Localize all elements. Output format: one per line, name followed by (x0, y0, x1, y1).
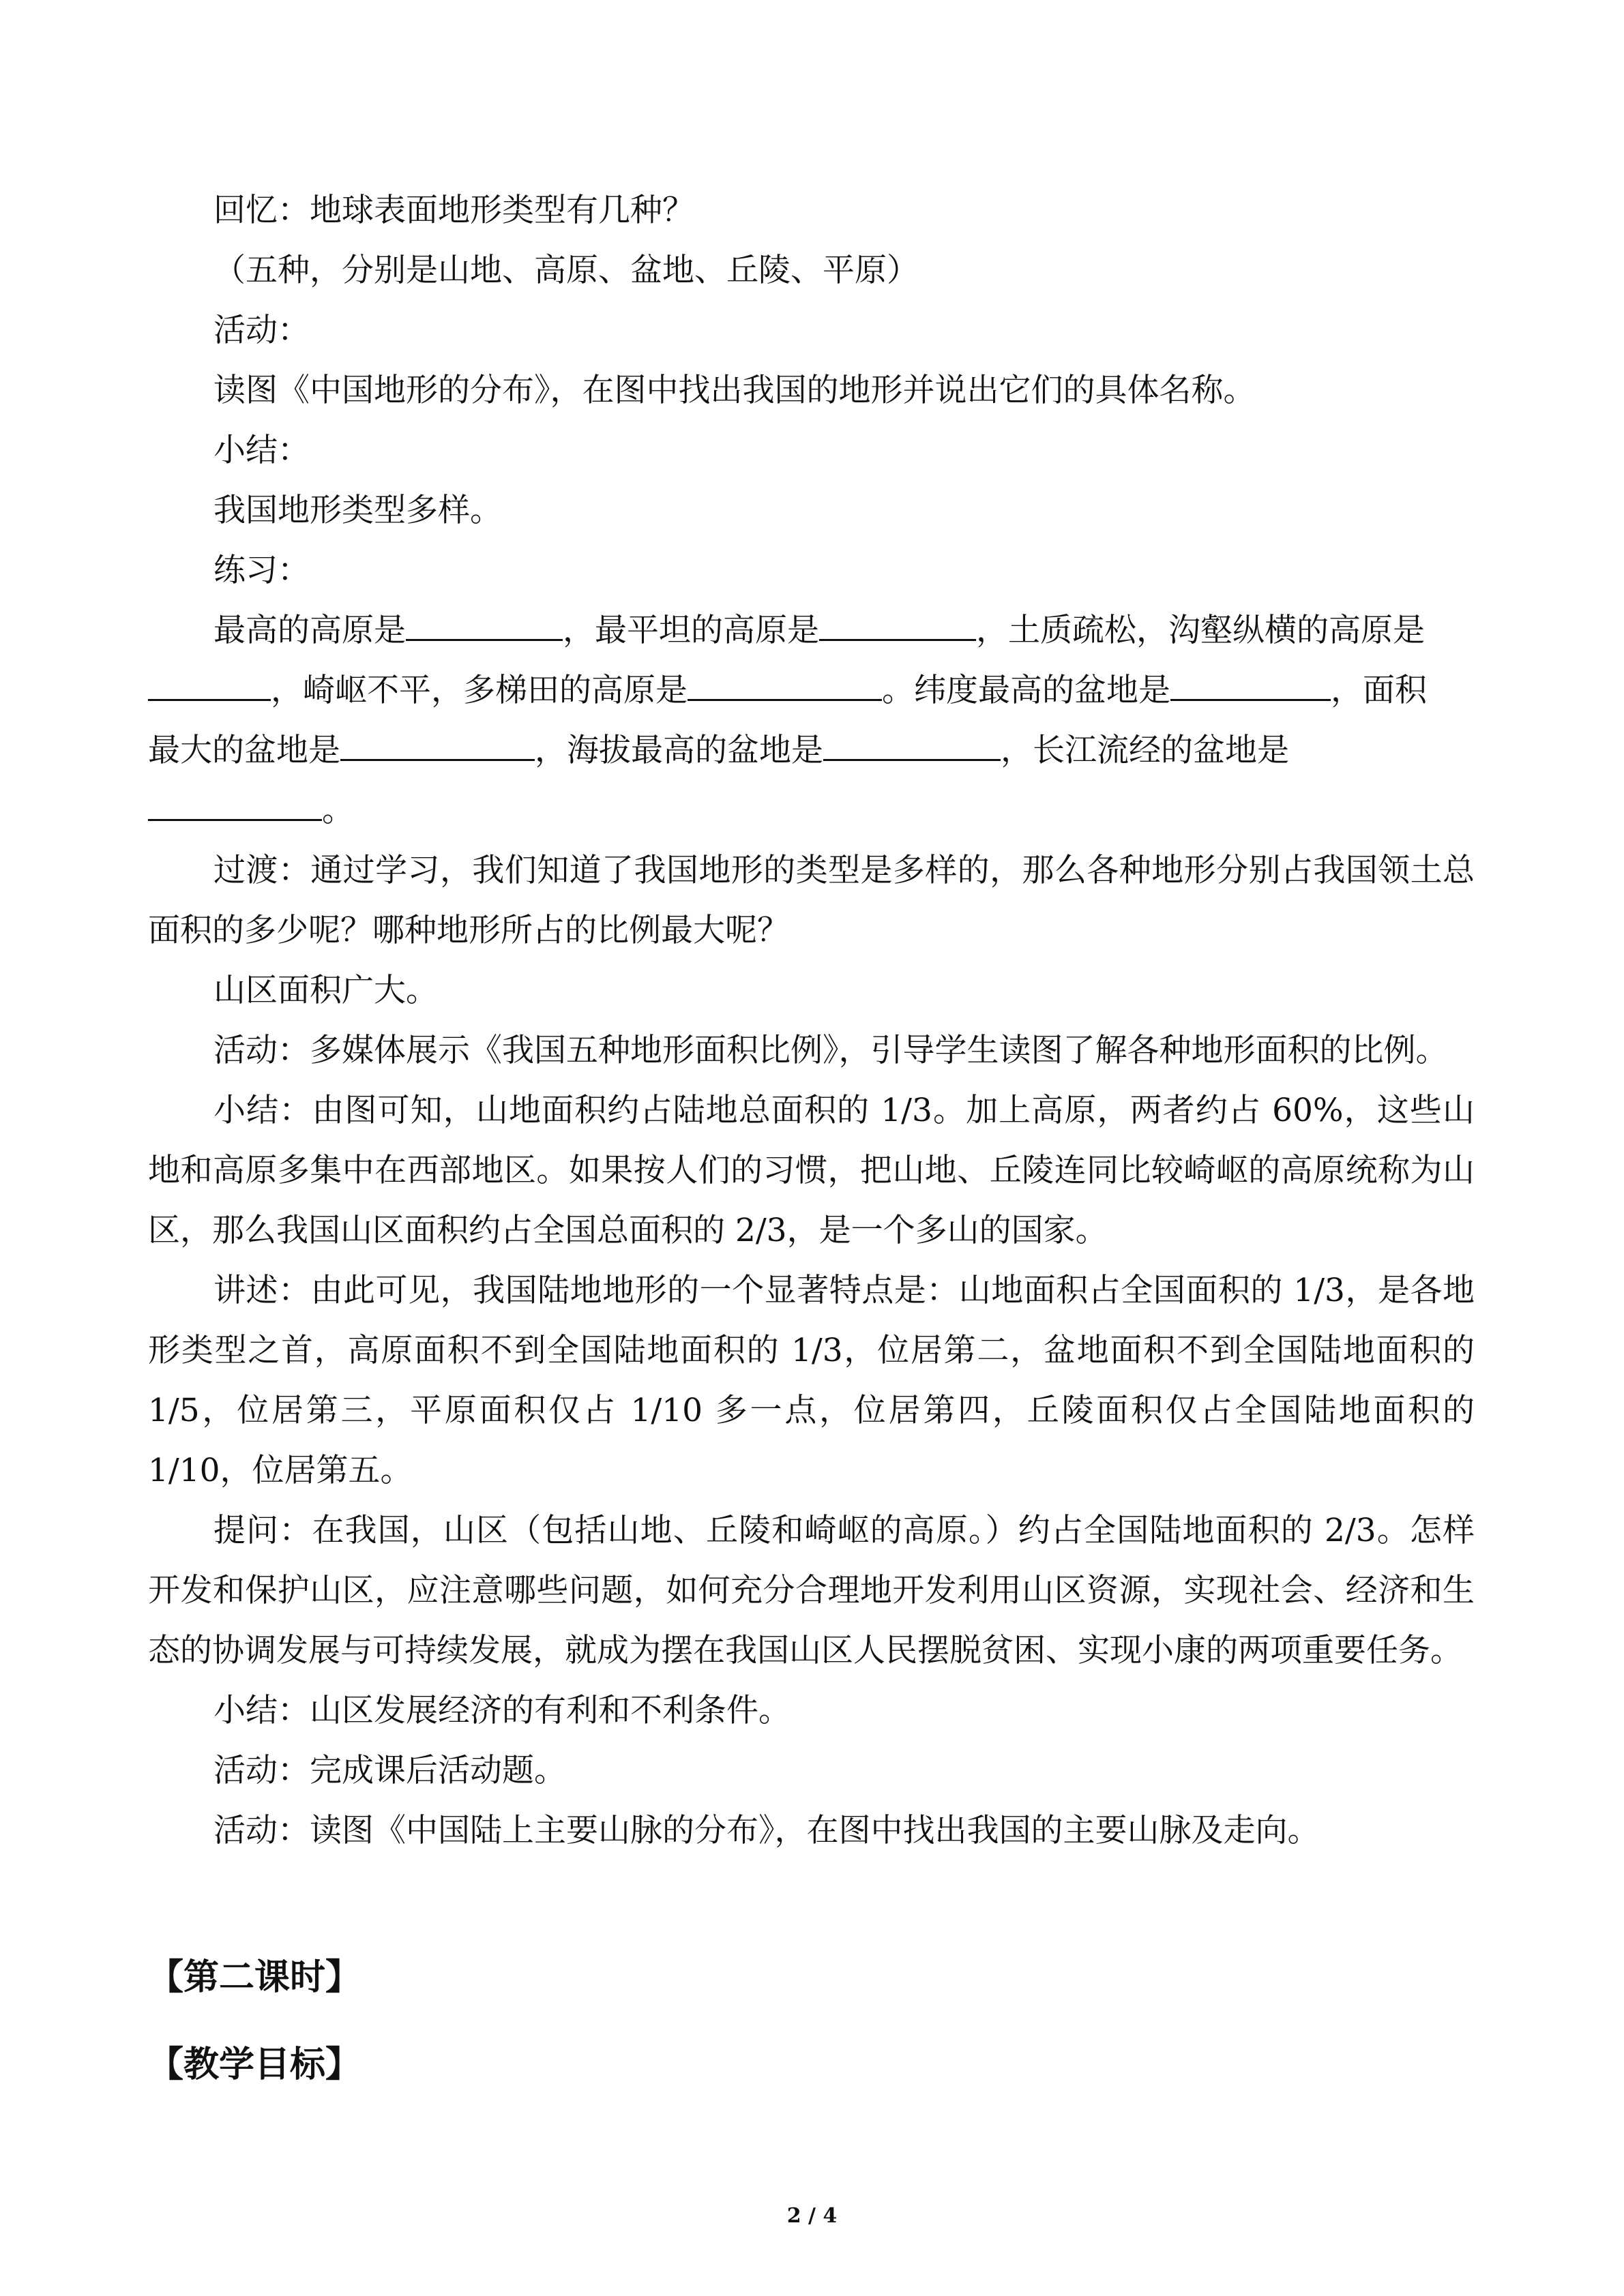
exercise-text: ，土质疏松，沟壑纵横的高原是 (976, 612, 1425, 649)
exercise-line-2 (148, 661, 1475, 721)
section-heading-objectives: 【教学目标】 (148, 2044, 361, 2085)
exercise-line-1 (148, 601, 1475, 661)
activity-homework: 活动：完成课后活动题。 (213, 1752, 566, 1789)
summary-text: 我国地形类型多样。 (213, 492, 502, 529)
activity-mountains: 活动：读图《中国陆上主要山脉的分布》，在图中找出我国的主要山脉及走向。 (213, 1812, 1320, 1849)
summary-paragraph: 小结：由图可知，山地面积约占陆地总面积的 1/3。加上高原，两者约占 60%，这些山地和高原多集中在西部地区。如果按人们的习惯，把山地、丘陵连同比较崎岖的高原统称为山区，那么我国山区面积约占全国总面积的 2/3，是一个多山的国家。 (148, 1092, 1475, 1249)
mountain-area-text: 山区面积广大。 (213, 972, 438, 1009)
recall-question: 回忆：地球表面地形类型有几种？ (213, 192, 694, 229)
fill-blank[interactable] (819, 612, 976, 641)
summary-label: 小结： (213, 432, 310, 469)
exercise-text: 最大的盆地是 (148, 732, 340, 769)
fill-blank[interactable] (688, 672, 882, 701)
exercise-text: 最高的高原是 (213, 612, 406, 649)
main-content (148, 181, 1475, 1861)
exercise-label: 练习： (213, 552, 310, 589)
activity-label: 活动： (213, 312, 310, 349)
fill-blank[interactable] (148, 672, 271, 701)
section-heading-lesson2: 【第二课时】 (148, 1957, 361, 1998)
narration-paragraph: 讲述：由此可见，我国陆地地形的一个显著特点是：山地面积占全国面积的 1/3，是各地形类型之首，高原面积不到全国陆地面积的 1/3，位居第二，盆地面积不到全国陆地面积的 1/5，位居第三，平原面积仅占 1/10 多一点，位居第四，丘陵面积仅占全国陆地面积的 1/10，位居第五。 (148, 1272, 1475, 1489)
fill-blank[interactable] (340, 732, 535, 761)
exercise-text: 。 (322, 792, 354, 829)
exercise-line-3 (148, 721, 1475, 781)
exercise-text: ，最平坦的高原是 (563, 612, 819, 649)
page-number: 2 / 4 (786, 2204, 838, 2228)
exercise-text: 。纬度最高的盆地是 (882, 672, 1170, 709)
fill-blank[interactable] (823, 732, 1001, 761)
fill-blank[interactable] (148, 792, 322, 821)
activity-text: 读图《中国地形的分布》，在图中找出我国的地形并说出它们的具体名称。 (213, 372, 1256, 409)
exercise-text: ，长江流经的盆地是 (1001, 732, 1289, 769)
fill-blank[interactable] (1170, 672, 1331, 701)
recall-answer: （五种，分别是山地、高原、盆地、丘陵、平原） (213, 252, 919, 289)
activity-multimedia: 活动：多媒体展示《我国五种地形面积比例》，引导学生读图了解各种地形面积的比例。 (213, 1032, 1448, 1069)
exercise-text: ，面积 (1331, 672, 1427, 709)
exercise-line-4 (148, 781, 1475, 841)
exercise-text: ，崎岖不平，多梯田的高原是 (271, 672, 688, 709)
question-paragraph: 提问：在我国，山区（包括山地、丘陵和崎岖的高原。）约占全国陆地面积的 2/3。怎样开发和保护山区，应注意哪些问题，如何充分合理地开发利用山区资源，实现社会、经济和生态的协调发展与可持续发展，就成为摆在我国山区人民摆脱贫困、实现小康的两项重要任务。 (148, 1512, 1475, 1669)
transition-paragraph: 过渡：通过学习，我们知道了我国地形的类型是多样的，那么各种地形分别占我国领土总面积的多少呢？哪种地形所占的比例最大呢？ (148, 852, 1475, 949)
summary-conditions: 小结：山区发展经济的有利和不利条件。 (213, 1692, 791, 1729)
exercise-text: ，海拔最高的盆地是 (535, 732, 823, 769)
fill-blank[interactable] (406, 612, 563, 641)
